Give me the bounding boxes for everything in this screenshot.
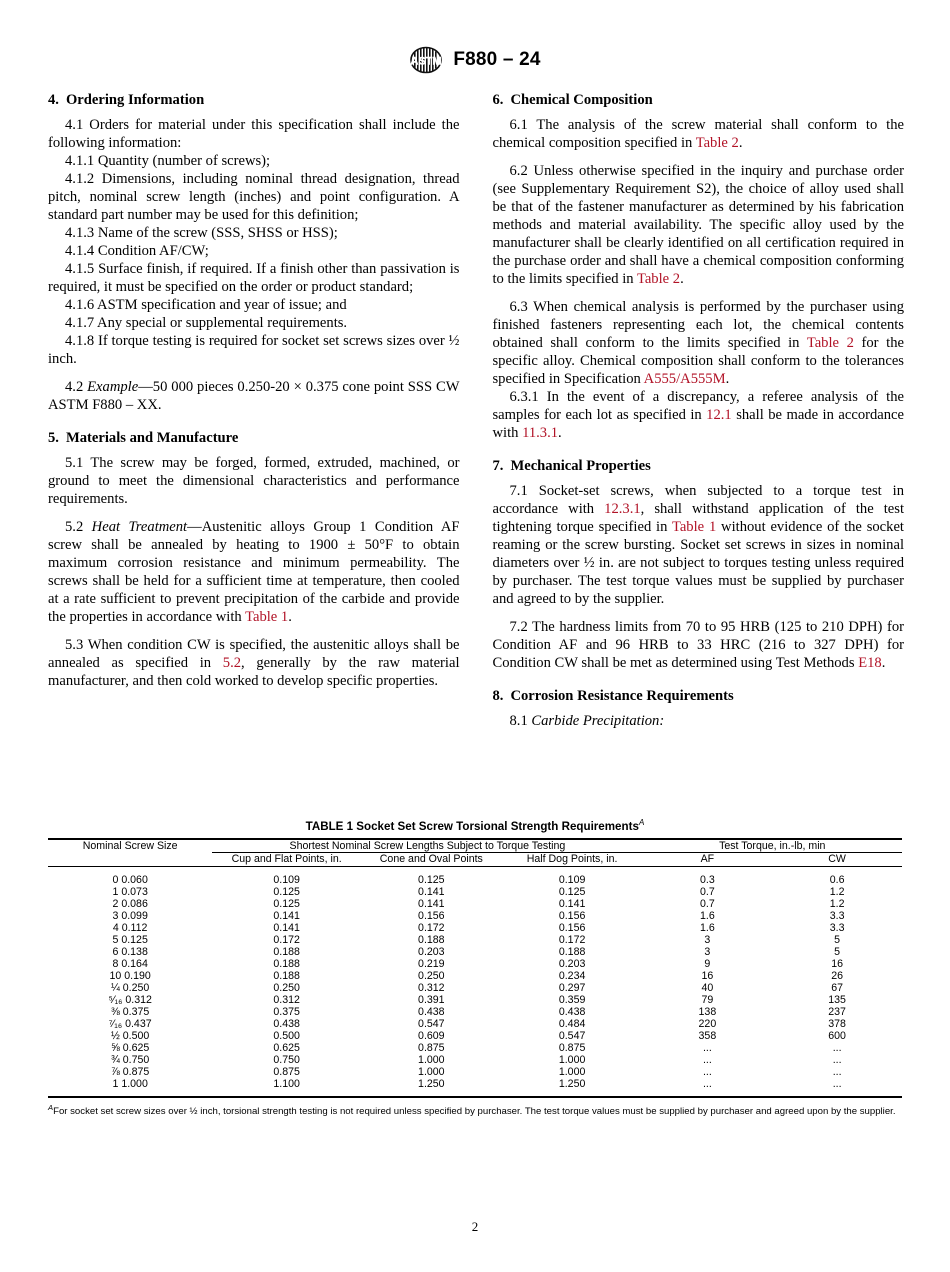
table-cell: 1.6 (700, 909, 715, 922)
table-cell: 0.141 (418, 885, 445, 898)
link-11-3-1[interactable]: 11.3.1 (522, 425, 559, 442)
table-cell: 79 (701, 993, 714, 1006)
table-row (48, 886, 902, 898)
table-cell: 0.125 (558, 885, 586, 898)
table-row (48, 994, 902, 1006)
cell-nominal-screw-size: ⁷⁄₁₆ 0.437 (108, 1017, 152, 1030)
table-cell: 0.125 (273, 897, 300, 910)
paragraph-5-3 (48, 636, 460, 690)
table-cell: 0.484 (558, 1017, 586, 1030)
table-row (48, 1078, 902, 1096)
paragraph-text-end: , generally by the raw material manufacturer, and then cold worked to develop specific properties. (48, 655, 460, 690)
table-cell: 26 (831, 969, 844, 982)
table-cell: 1.6 (700, 921, 715, 934)
paragraph-4-2 (48, 378, 460, 414)
table-cell: 67 (831, 981, 844, 994)
table-cell: 0.391 (418, 993, 445, 1006)
cell-nominal-screw-size: 1 0.073 (112, 885, 148, 898)
link-table-1[interactable]: Table 1 (245, 608, 289, 625)
paragraph-7-2 (493, 618, 905, 672)
table-cell: 0.438 (558, 1005, 586, 1018)
table-row (48, 970, 902, 982)
table-cell: 0.172 (418, 921, 445, 934)
table-cell: 0.375 (273, 1005, 300, 1018)
table-row (48, 1006, 902, 1018)
paragraph-4-1-7: 4.1.7 Any special or supplemental requirements. (65, 314, 348, 331)
table-1-container (48, 818, 902, 1119)
table-cell: 0.156 (418, 909, 445, 922)
table-cell: ... (702, 1041, 712, 1054)
cell-nominal-screw-size: ⅜ 0.375 (111, 1005, 150, 1018)
link-12-3-1[interactable]: 12.3.1 (604, 500, 641, 517)
section-number: 8. (492, 688, 504, 705)
section-number: 4. (48, 92, 59, 108)
section-number: 7. (492, 458, 504, 475)
table-cell: 600 (828, 1029, 846, 1042)
paragraph-text-end: . (288, 608, 292, 625)
table-cell: 0.875 (558, 1041, 586, 1054)
table-cell: 0.109 (558, 873, 586, 886)
table-row (48, 982, 902, 994)
table-cell: ... (832, 1077, 842, 1090)
cell-nominal-screw-size: ⅝ 0.625 (111, 1041, 150, 1054)
header-cup-and-flat-points: Cup and Flat Points, in. (212, 852, 361, 866)
table-row (48, 1066, 902, 1078)
paragraph-5-2 (48, 518, 460, 626)
paragraph-text: 5.3 When condition CW is specified, the austenitic alloys shall be annealed as specified in (48, 636, 460, 671)
table-cell: 1.000 (558, 1065, 586, 1078)
table-cell: 0.172 (558, 933, 586, 946)
table-cell: 0.6 (829, 873, 845, 886)
table-cell: 0.188 (273, 957, 300, 970)
section-number: 5. (48, 430, 59, 447)
table-cell: 138 (698, 1005, 717, 1018)
paragraph-6-1 (493, 116, 905, 152)
table-body (48, 866, 902, 1096)
header-cone-and-oval-points: Cone and Oval Points (361, 852, 502, 866)
link-e18[interactable]: E18 (858, 655, 882, 671)
table-cell: 0.609 (418, 1029, 445, 1042)
table-cell: 135 (828, 993, 846, 1006)
cell-nominal-screw-size: 8 0.164 (112, 957, 148, 970)
table-cell: 1.000 (558, 1053, 586, 1066)
table-cell: 0.875 (418, 1041, 445, 1054)
table-row (48, 1030, 902, 1042)
table-cell: 358 (698, 1029, 717, 1042)
link-5-2[interactable]: 5.2 (222, 655, 242, 671)
table-cell: 0.125 (418, 873, 445, 886)
section-heading-5 (48, 430, 460, 448)
table-sub-header-row (48, 852, 902, 866)
table-cell: 0.312 (418, 981, 445, 994)
table-cell: 1.000 (418, 1065, 445, 1078)
paragraph-text: 6.2 Unless otherwise specified in the inquiry and purchase order (see Supplementary Requirement S2), the choice of alloy used shall be that of the fastener manufacturer as determined by his fabrication methods and material availability. The specific alloy used by the manufacturer shall be clearly identified on all certification required in the purchase order and shall have a chemical composition conforming to the limits specified in (492, 162, 904, 287)
section-number: 6. (492, 92, 504, 108)
section-title: Chemical Composition (510, 92, 653, 108)
paragraph-text: 7.2 The hardness limits from 70 to 95 HRB (125 to 210 DPH) for Condition AF and 96 HRB to 33 HRC (216 to 327 DPH) for Condition CW shall be met as determined using Test Methods (492, 618, 904, 671)
table-cell: 0.234 (558, 969, 586, 982)
table-cell: 0.188 (558, 945, 586, 958)
table-cell: ... (832, 1065, 842, 1078)
body-columns (48, 92, 904, 730)
paragraph-8-1 (493, 712, 905, 730)
table-cell: ... (702, 1053, 712, 1066)
cell-nominal-screw-size: ¼ 0.250 (111, 981, 150, 994)
table-cell: 3.3 (829, 909, 845, 922)
table-cell: 0.141 (273, 921, 300, 934)
paragraph-text: 6.3.1 In the event of a discrepancy, a referee analysis of the samples for each lot as specified in (492, 389, 904, 424)
paragraph-text-mid: for the specific alloy. Chemical composition shall conform to the tolerances specified in Specification (492, 334, 904, 387)
table-cell: 0.250 (418, 969, 445, 982)
table-cell: 0.188 (273, 969, 300, 982)
paragraph-text-end: . (738, 134, 743, 151)
paragraph-number: 5.2 (65, 518, 92, 535)
paragraph-text: 6.1 The analysis of the screw material shall conform to the chemical composition specified in (492, 116, 904, 151)
table-cell: 0.7 (700, 897, 715, 910)
table-cell: 0.625 (273, 1041, 300, 1054)
table-row (48, 958, 902, 970)
paragraph-7-1 (493, 482, 905, 608)
table-cell: 0.3 (700, 873, 715, 886)
table-row (48, 922, 902, 934)
footnote-text: For socket set screw sizes over ½ inch, torsional strength testing is not required unless specified by purchaser. The test torque values must be supplied by purchaser and agreed upon by the supplier. (53, 1105, 896, 1117)
table-cell: 1.250 (558, 1077, 586, 1090)
table-1 (48, 838, 902, 1096)
table-cell: 0.141 (558, 897, 586, 910)
table-caption-footnote-mark: A (638, 818, 645, 827)
table-cell: 220 (698, 1017, 717, 1030)
header-nominal-screw-size: Nominal Screw Size (48, 839, 212, 853)
table-cell: 0.547 (418, 1017, 445, 1030)
paragraph-6-3 (493, 298, 905, 388)
cell-nominal-screw-size: 0 0.060 (112, 873, 148, 886)
table-cell: 0.141 (273, 909, 300, 922)
paragraph-4-1-4: 4.1.4 Condition AF/CW; (65, 242, 209, 259)
table-row (48, 946, 902, 958)
table-cell: 0.219 (418, 957, 445, 970)
table-head (48, 839, 902, 866)
table-cell: 0.203 (558, 957, 586, 970)
table-cell: 0.188 (273, 945, 300, 958)
header-blank (48, 852, 212, 866)
cell-nominal-screw-size: ¾ 0.750 (111, 1053, 150, 1066)
table-cell: 0.312 (273, 993, 300, 1006)
table-cell: 0.359 (558, 993, 586, 1006)
header-test-torque-group: Test Torque, in.-lb, min (643, 839, 902, 853)
table-caption-text: TABLE 1 Socket Set Screw Torsional Strength Requirements (305, 819, 639, 833)
table-cell: 0.172 (273, 933, 300, 946)
table-cell: 9 (704, 957, 711, 970)
table-cell: 0.7 (700, 885, 715, 898)
paragraph-4-1-2: 4.1.2 Dimensions, including nominal thread designation, thread pitch, nominal screw length (inches) and point configuration. A standard part number may be used for this definition; (48, 170, 460, 223)
table-cell: 378 (828, 1017, 846, 1030)
left-column (48, 92, 460, 730)
cell-nominal-screw-size: ⁵⁄₁₆ 0.312 (108, 993, 152, 1006)
page-number: 2 (471, 1219, 479, 1234)
table-cell: 0.203 (418, 945, 445, 958)
table-cell: 0.297 (558, 981, 586, 994)
table-cell: 0.109 (273, 873, 300, 886)
section-title: Ordering Information (65, 92, 205, 108)
paragraph-text-mid: , shall withstand application of the test tightening torque specified in (492, 500, 905, 535)
table-bottom-rule (48, 1096, 902, 1098)
paragraph-text-end: . (881, 655, 886, 671)
table-group-header-row (48, 839, 902, 853)
table-cell: 0.156 (558, 909, 586, 922)
table-cell: 1.250 (418, 1077, 445, 1090)
heat-treatment-label: Heat Treatment (91, 518, 188, 535)
cell-nominal-screw-size: 1 1.000 (112, 1077, 148, 1090)
table-cell: 0.125 (273, 885, 300, 898)
table-cell: ... (702, 1077, 712, 1090)
cell-nominal-screw-size: 4 0.112 (112, 921, 148, 934)
link-table-2[interactable]: Table 2 (806, 334, 854, 351)
paragraph-text-end: . (680, 270, 684, 287)
header-half-dog-points: Half Dog Points, in. (502, 852, 643, 866)
cell-nominal-screw-size: 3 0.099 (112, 909, 148, 922)
cell-nominal-screw-size: ⅞ 0.875 (111, 1065, 150, 1078)
document-header (0, 46, 950, 74)
header-af: AF (643, 852, 773, 866)
link-a555-a555m[interactable]: A555/A555M (643, 371, 726, 387)
table-row (48, 934, 902, 946)
table-row (48, 1042, 902, 1054)
table-cell: ... (832, 1041, 842, 1054)
cell-nominal-screw-size: 6 0.138 (112, 945, 148, 958)
table-cell: 0.438 (273, 1017, 300, 1030)
paragraph-4-1-3: 4.1.3 Name of the screw (SSS, SHSS or HSS); (65, 224, 338, 241)
table-1-caption (48, 818, 902, 833)
footnote-mark: A (48, 1102, 54, 1112)
cell-nominal-screw-size: 2 0.086 (112, 897, 148, 910)
table-cell: 0.750 (273, 1053, 300, 1066)
table-cell: 5 (834, 945, 841, 958)
example-text: —50 000 pieces 0.250-20 × 0.375 cone point SSS CW ASTM F880 – XX. (48, 379, 460, 414)
paragraph-text: 6.3 When chemical analysis is performed by the purchaser using finished fasteners representing each lot, the chemical contents obtained shall conform to the limits specified in (492, 298, 904, 351)
table-cell: 1.100 (273, 1077, 300, 1090)
carbide-precipitation-label: Carbide Precipitation: (531, 712, 665, 729)
section-heading-7 (493, 458, 905, 476)
paragraph-text-end: . (558, 425, 562, 442)
link-table-2[interactable]: Table 2 (695, 134, 739, 151)
paragraph-4-1-1: 4.1.1 Quantity (number of screws); (65, 152, 271, 169)
cell-nominal-screw-size: ½ 0.500 (111, 1029, 150, 1042)
table-cell: 1.2 (829, 885, 845, 898)
paragraph-4-1-5: 4.1.5 Surface finish, if required. If a finish other than passivation is required, it must be specified on the order or product standard; (48, 260, 460, 295)
table-cell: 0.188 (418, 933, 445, 946)
cell-nominal-screw-size: 10 0.190 (109, 969, 151, 982)
table-row (48, 1054, 902, 1066)
table-cell: 40 (701, 981, 714, 994)
paragraph-number: 8.1 (509, 712, 532, 729)
paragraph-4-1-6: 4.1.6 ASTM specification and year of issue; and (65, 296, 347, 313)
table-row (48, 866, 902, 886)
table-cell: 16 (701, 969, 714, 982)
section-heading-8 (493, 688, 905, 706)
table-cell: 3 (704, 945, 711, 958)
paragraph-text: 7.1 Socket-set screws, when subjected to a torque test in accordance with (492, 482, 904, 517)
table-cell: 5 (834, 933, 841, 946)
table-cell: 1.2 (829, 897, 845, 910)
table-row (48, 910, 902, 922)
svg-text:ASTM: ASTM (410, 55, 442, 68)
table-cell: 16 (831, 957, 844, 970)
table-cell: 3 (704, 933, 711, 946)
document-designation: F880 – 24 (453, 49, 541, 70)
paragraph-5-1: 5.1 The screw may be forged, formed, extruded, machined, or ground to meet the dimensional characteristics and performance requirements. (48, 454, 460, 507)
table-cell: 0.156 (558, 921, 586, 934)
right-column (493, 92, 905, 730)
table-1-footnote (48, 1102, 902, 1119)
table-cell: 237 (828, 1005, 846, 1018)
table-cell: 0.547 (558, 1029, 586, 1042)
table-row (48, 1018, 902, 1030)
paragraph-text-end: without evidence of the socket reaming or the screw bursting. Socket set screws in sizes in nominal diameters over ½ in. are not subject to torques testing unless required by purchaser. The test torque values must be supplied by purchaser and agreed to by the supplier. (492, 518, 904, 607)
example-label: Example (87, 379, 139, 396)
table-cell: 0.250 (273, 981, 300, 994)
link-12-1[interactable]: 12.1 (706, 407, 732, 424)
link-table-1[interactable]: Table 1 (671, 518, 717, 535)
section-title: Materials and Manufacture (65, 430, 239, 447)
header-cw: CW (772, 852, 902, 866)
paragraph-text-mid: shall be made in accordance with (492, 407, 904, 442)
table-cell: 3.3 (829, 921, 845, 934)
paragraph-4-1: 4.1 Orders for material under this specification shall include the following information: (48, 116, 460, 151)
section-heading-6 (493, 92, 905, 110)
cell-nominal-screw-size: 5 0.125 (112, 933, 148, 946)
table-cell: 1.000 (418, 1053, 445, 1066)
paragraph-6-2 (493, 162, 905, 288)
header-shortest-lengths-group: Shortest Nominal Screw Lengths Subject to Torque Testing (212, 839, 642, 853)
section-heading-4 (48, 92, 460, 110)
paragraph-text: —Austenitic alloys Group 1 Condition AF screw shall be annealed by heating to 1900 ± 50°F to obtain maximum corrosion resistance and minimum permeability. The screws shall be held for a sufficient time at temperature, then cooled at a rate sufficient to prevent precipitation of the carbide and provide the properties in accordance with (48, 518, 460, 625)
table-cell: 0.141 (418, 897, 445, 910)
table-cell: ... (832, 1053, 842, 1066)
paragraph-6-3-1 (493, 388, 905, 442)
section-title: Mechanical Properties (510, 458, 651, 475)
table-cell: 0.500 (273, 1029, 300, 1042)
paragraph-number: 4.2 (65, 379, 88, 396)
section-title: Corrosion Resistance Requirements (510, 688, 734, 705)
paragraph-text-end: . (725, 371, 730, 387)
link-table-2[interactable]: Table 2 (636, 270, 681, 287)
table-cell: 0.438 (418, 1005, 445, 1018)
table-cell: ... (702, 1065, 712, 1078)
table-cell: 0.875 (273, 1065, 300, 1078)
paragraph-4-1-8: 4.1.8 If torque testing is required for socket set screws sizes over ½ inch. (48, 332, 460, 367)
table-row (48, 898, 902, 910)
astm-logo-icon (409, 46, 443, 74)
